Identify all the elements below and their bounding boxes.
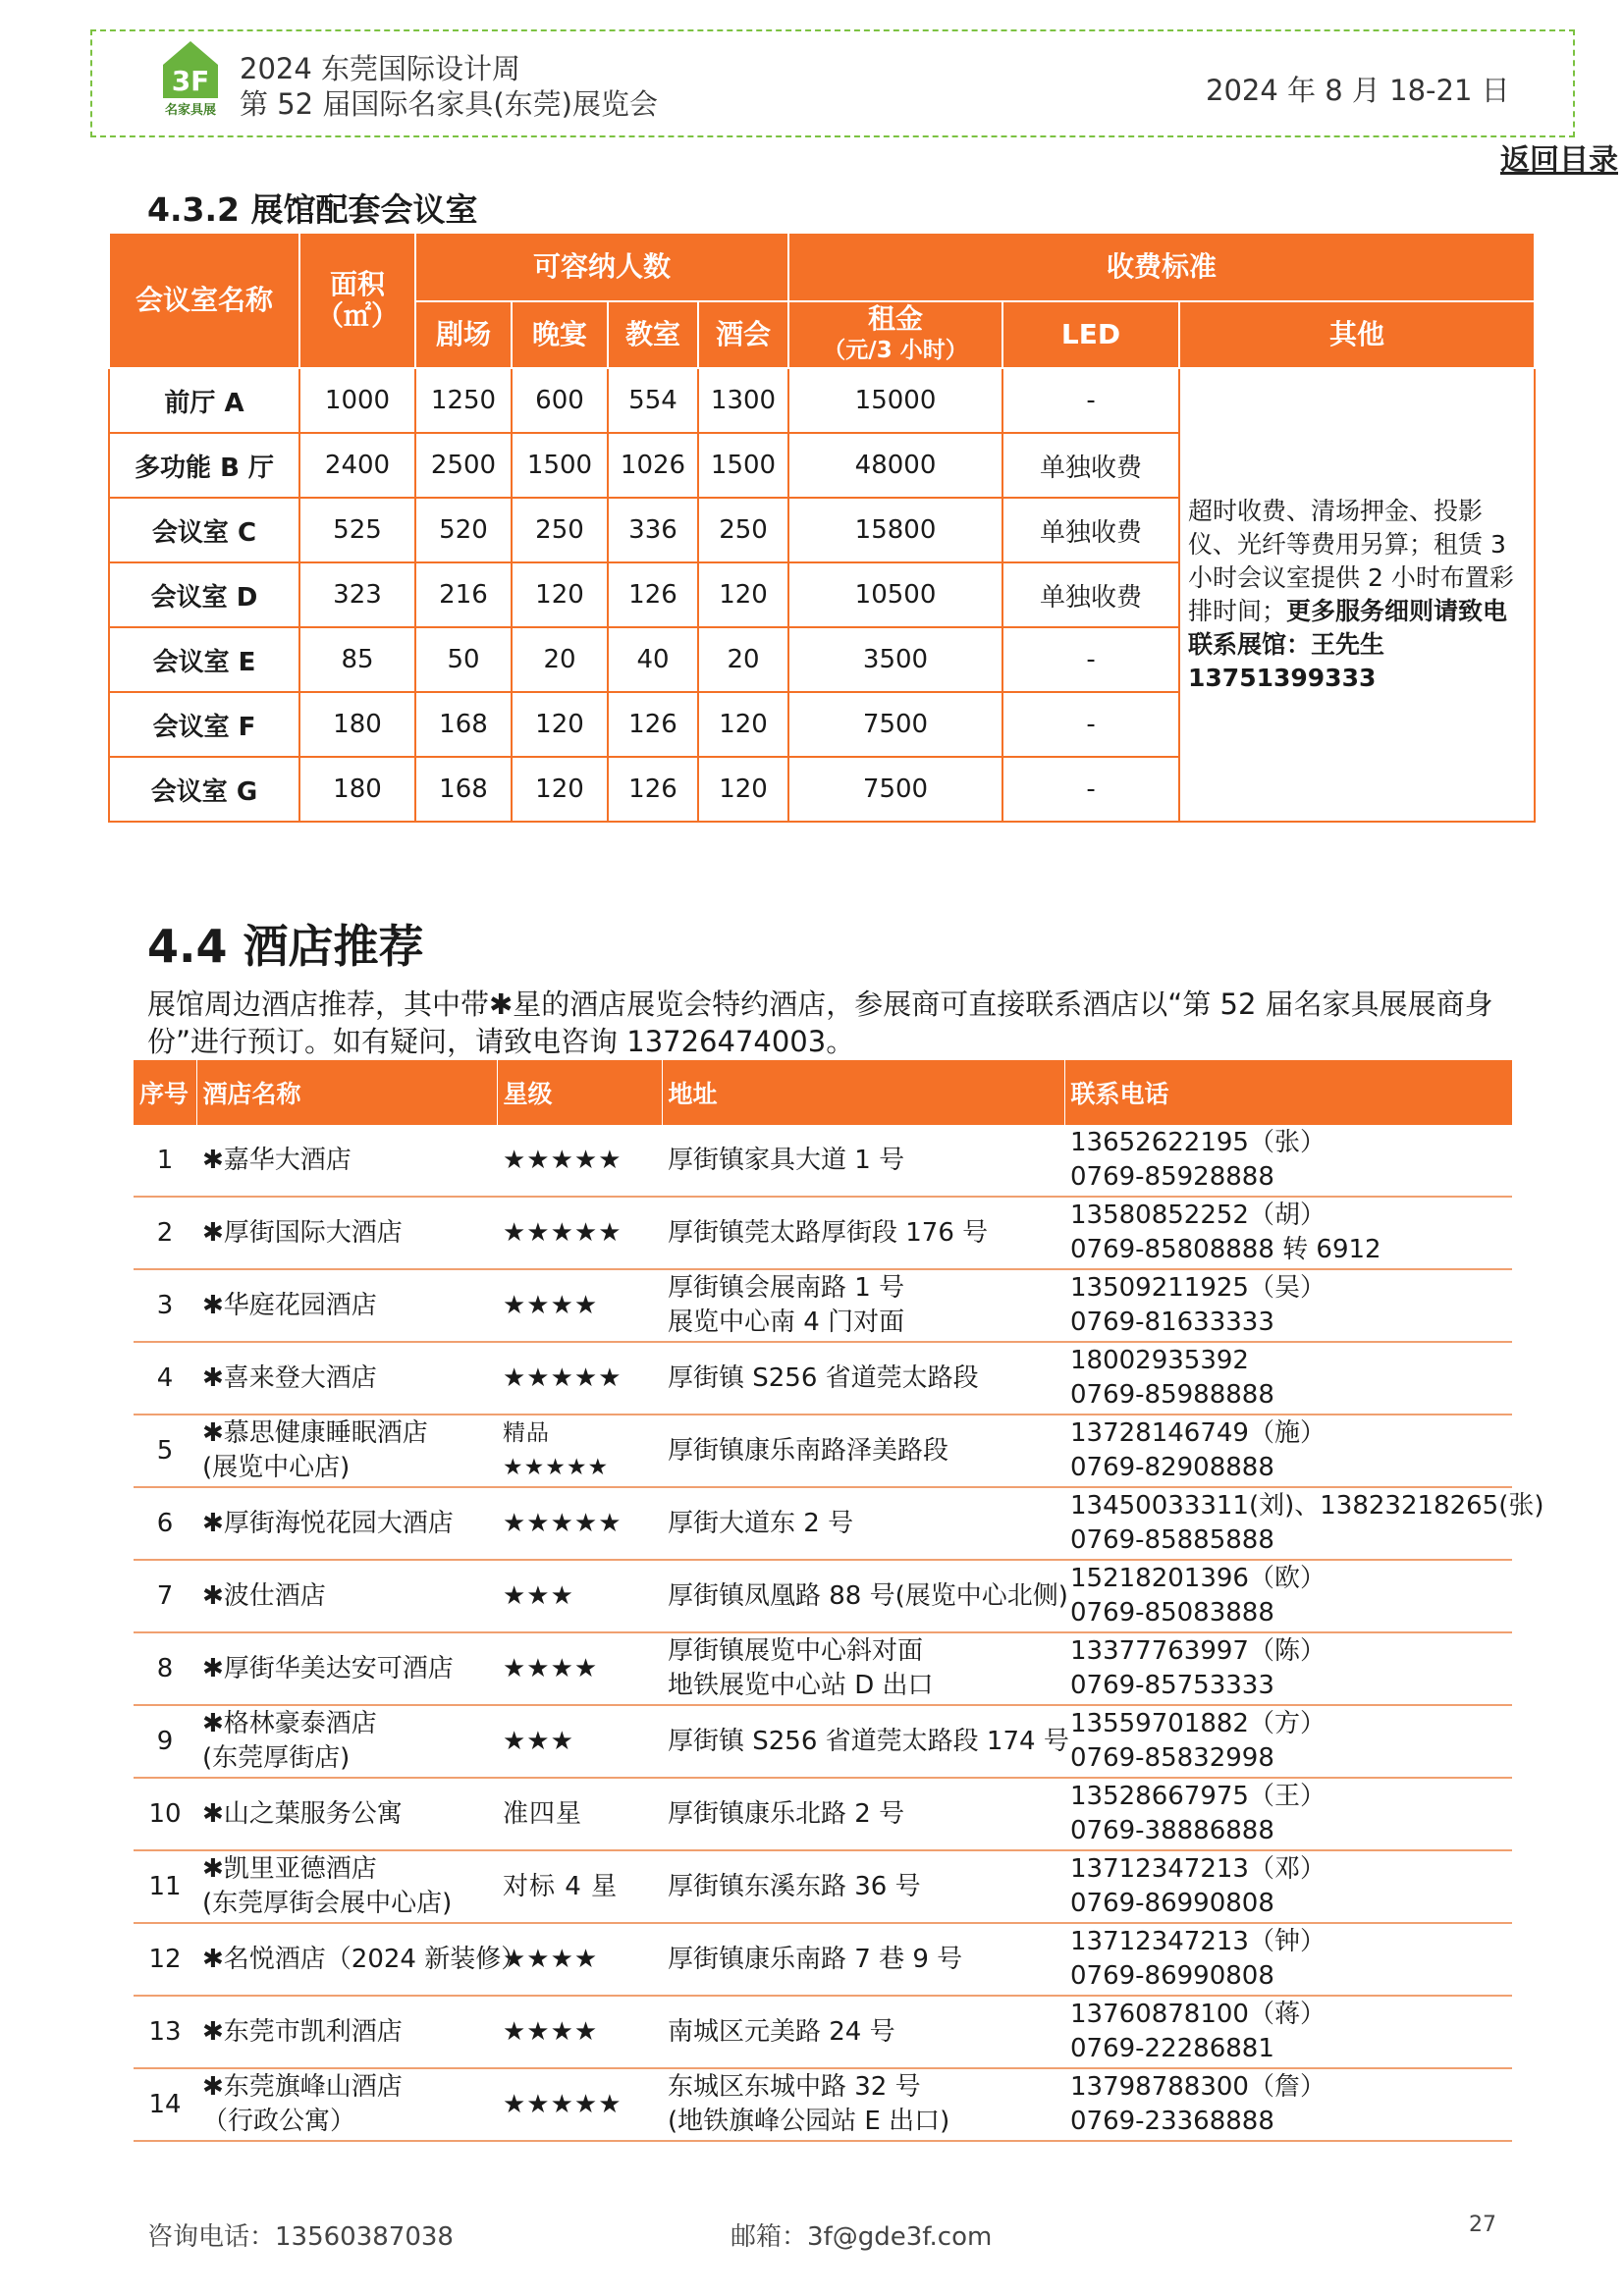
hotel-row xyxy=(134,1487,1512,1560)
meeting-cell-led: - xyxy=(1002,368,1179,433)
hotel-row xyxy=(134,1125,1512,1197)
hotel-rating: ★★★★★ xyxy=(497,2068,662,2141)
meeting-cell-led: - xyxy=(1002,757,1179,822)
meeting-cell-led: 单独收费 xyxy=(1002,498,1179,562)
hotel-no: 4 xyxy=(134,1342,196,1415)
hotel-name xyxy=(196,1996,497,2068)
hotel-address-line1: 厚街镇会展南路 1 号 xyxy=(668,1273,905,1303)
meeting-cell-area: 180 xyxy=(299,757,415,822)
meeting-cell-led: - xyxy=(1002,692,1179,757)
hotel-phone-landline: 0769-86990808 xyxy=(1070,1889,1274,1918)
hotel-address-line1: 厚街大道东 2 号 xyxy=(668,1508,854,1538)
hotel-phone xyxy=(1064,1850,1512,1923)
hotel-address xyxy=(662,1996,1064,2068)
hotel-address xyxy=(662,1415,1064,1487)
hotel-address-line1: 东城区东城中路 32 号 xyxy=(668,2072,921,2102)
hotel-phone-landline: 0769-86990808 xyxy=(1070,1961,1274,1991)
meeting-cell-classroom: 336 xyxy=(608,498,698,562)
header-address: 地址 xyxy=(662,1060,1064,1125)
meeting-cell-rent: 10500 xyxy=(788,562,1002,627)
header-exhibition-title: 第 52 届国际名家具(东莞)展览会 xyxy=(240,87,658,121)
hotel-phone-landline: 0769-22286881 xyxy=(1070,2034,1274,2063)
header-other: 其他 xyxy=(1179,301,1535,368)
logo xyxy=(157,37,224,120)
hotel-no: 2 xyxy=(134,1197,196,1269)
hotel-address xyxy=(662,1125,1064,1197)
hotel-name-main: ✱厚街国际大酒店 xyxy=(202,1217,403,1248)
other-note-setup: 租赁 3 小时会议室提供 2 小时布置彩排时间； xyxy=(1188,530,1514,625)
hotel-no: 6 xyxy=(134,1487,196,1560)
meeting-cell-banquet: 120 xyxy=(512,562,608,627)
hotel-name xyxy=(196,2068,497,2141)
meeting-room-table xyxy=(108,232,1536,823)
meeting-cell-classroom: 554 xyxy=(608,368,698,433)
header-fees: 收费标准 xyxy=(788,233,1535,301)
hotel-phone xyxy=(1064,1342,1512,1415)
meeting-cell-name: 会议室 F xyxy=(109,692,299,757)
hotel-phone xyxy=(1064,1560,1512,1632)
meeting-cell-banquet: 120 xyxy=(512,757,608,822)
hotel-phone-mobile: 13450033311(刘)、13823218265(张) xyxy=(1070,1491,1544,1521)
header-classroom: 教室 xyxy=(608,301,698,368)
hotel-name-main: ✱凯里亚德酒店 xyxy=(202,1854,377,1884)
header-area-unit: （㎡） xyxy=(315,299,399,332)
hotel-row xyxy=(134,1778,1512,1850)
hotel-phone xyxy=(1064,1197,1512,1269)
meeting-cell-area: 525 xyxy=(299,498,415,562)
meeting-cell-classroom: 126 xyxy=(608,692,698,757)
hotel-address xyxy=(662,1632,1064,1705)
hotel-name-main: ✱名悦酒店（2024 新装修） xyxy=(202,1944,527,1974)
hotel-rating: ★★★★ xyxy=(497,1923,662,1996)
hotel-no: 1 xyxy=(134,1125,196,1197)
hotel-phone-landline: 0769-85083888 xyxy=(1070,1598,1274,1628)
hotel-phone-landline: 0769-85753333 xyxy=(1070,1671,1274,1700)
header-cocktail: 酒会 xyxy=(698,301,788,368)
meeting-room-row xyxy=(109,368,1535,433)
hotel-address xyxy=(662,1342,1064,1415)
header-area xyxy=(299,233,415,368)
hotel-rating: 精品★★★★★ xyxy=(497,1415,662,1487)
hotel-address xyxy=(662,1850,1064,1923)
hotel-no: 3 xyxy=(134,1269,196,1342)
meeting-cell-rent: 15800 xyxy=(788,498,1002,562)
hotel-name-main: ✱东莞市凯利酒店 xyxy=(202,2016,403,2047)
header-no: 序号 xyxy=(134,1060,196,1125)
hotel-name-branch: (东莞厚街会展中心店) xyxy=(202,1889,453,1918)
meeting-cell-cocktail: 1500 xyxy=(698,433,788,498)
hotel-rating: ★★★★ xyxy=(497,1996,662,2068)
hotel-phone xyxy=(1064,1705,1512,1778)
meeting-cell-cocktail: 1300 xyxy=(698,368,788,433)
header-room-name: 会议室名称 xyxy=(109,233,299,368)
hotel-address-line1: 厚街镇 S256 省道莞太路段 xyxy=(668,1362,979,1393)
hotel-address-line1: 厚街镇家具大道 1 号 xyxy=(668,1145,905,1175)
hotel-rating: ★★★★★ xyxy=(497,1197,662,1269)
hotel-phone xyxy=(1064,1923,1512,1996)
hotel-name-main: ✱山之葉服务公寓 xyxy=(202,1798,403,1829)
hotel-phone-mobile: 13712347213（邓） xyxy=(1070,1854,1326,1884)
page-number: 27 xyxy=(1469,2213,1496,2237)
meeting-cell-cocktail: 250 xyxy=(698,498,788,562)
hotel-rating: ★★★★ xyxy=(497,1632,662,1705)
hotel-phone xyxy=(1064,1632,1512,1705)
hotel-address-line1: 厚街镇康乐北路 2 号 xyxy=(668,1798,905,1829)
meeting-cell-theater: 520 xyxy=(415,498,512,562)
hotel-name xyxy=(196,1269,497,1342)
hotel-phone-mobile: 13760878100（蒋） xyxy=(1070,2000,1326,2029)
meeting-cell-theater: 216 xyxy=(415,562,512,627)
hotel-name xyxy=(196,1125,497,1197)
hotel-phone-mobile: 18002935392 xyxy=(1070,1346,1249,1375)
hotel-phone-mobile: 13580852252（胡） xyxy=(1070,1201,1326,1230)
hotel-name xyxy=(196,1197,497,1269)
header-rent-label: 租金 xyxy=(868,302,924,335)
hotel-name-main: ✱厚街海悦花园大酒店 xyxy=(202,1508,454,1538)
meeting-cell-area: 2400 xyxy=(299,433,415,498)
hotel-phone xyxy=(1064,2068,1512,2141)
hotel-name-main: ✱嘉华大酒店 xyxy=(202,1145,352,1175)
hotel-phone xyxy=(1064,1125,1512,1197)
meeting-cell-banquet: 600 xyxy=(512,368,608,433)
meeting-cell-name: 会议室 C xyxy=(109,498,299,562)
hotel-phone xyxy=(1064,1487,1544,1560)
meeting-cell-area: 85 xyxy=(299,627,415,692)
footer-email: 邮箱：3f@gde3f.com xyxy=(731,2222,993,2252)
footer-phone: 咨询电话：13560387038 xyxy=(147,2222,454,2252)
hotel-address xyxy=(662,1778,1064,1850)
hotel-address-line1: 厚街镇东溪东路 36 号 xyxy=(668,1871,921,1901)
hotel-phone xyxy=(1064,1996,1512,2068)
meeting-cell-name: 会议室 E xyxy=(109,627,299,692)
meeting-cell-led: 单独收费 xyxy=(1002,433,1179,498)
meeting-cell-theater: 168 xyxy=(415,757,512,822)
hotel-name xyxy=(196,1778,497,1850)
meeting-cell-classroom: 126 xyxy=(608,757,698,822)
header-rating: 星级 xyxy=(497,1060,662,1125)
hotel-phone xyxy=(1064,1269,1512,1342)
meeting-cell-name: 前厅 A xyxy=(109,368,299,433)
hotel-phone-landline: 0769-85832998 xyxy=(1070,1743,1274,1773)
meeting-cell-theater: 50 xyxy=(415,627,512,692)
other-note-contact: 更多服务细则请致电联系展馆：王先生 13751399333 xyxy=(1188,597,1508,692)
hotel-name xyxy=(196,1487,497,1560)
hotel-table xyxy=(134,1060,1544,2142)
hotel-phone-mobile: 13559701882（方） xyxy=(1070,1709,1326,1738)
meeting-cell-cocktail: 120 xyxy=(698,692,788,757)
meeting-cell-theater: 2500 xyxy=(415,433,512,498)
hotel-address xyxy=(662,1269,1064,1342)
hotel-no: 12 xyxy=(134,1923,196,1996)
hotel-name-main: ✱格林豪泰酒店 xyxy=(202,1709,377,1738)
hotel-rating: ★★★★ xyxy=(497,1269,662,1342)
hotel-row xyxy=(134,1705,1512,1778)
header-date: 2024 年 8 月 18-21 日 xyxy=(1206,74,1510,107)
meeting-cell-cocktail: 120 xyxy=(698,562,788,627)
hotel-name-main: ✱厚街华美达安可酒店 xyxy=(202,1653,454,1683)
hotel-name-branch: （行政公寓） xyxy=(202,2107,356,2136)
hotel-address-line1: 厚街镇展览中心斜对面 xyxy=(668,1636,924,1666)
hotel-rating: ★★★ xyxy=(497,1560,662,1632)
hotel-address-line1: 南城区元美路 24 号 xyxy=(668,2016,895,2047)
hotel-no: 10 xyxy=(134,1778,196,1850)
hotel-no: 11 xyxy=(134,1850,196,1923)
hotel-phone xyxy=(1064,1415,1512,1487)
hotel-row xyxy=(134,1269,1512,1342)
hotel-no: 14 xyxy=(134,2068,196,2141)
hotel-phone-landline: 0769-85885888 xyxy=(1070,1525,1274,1555)
hotel-address-line1: 厚街镇康乐南路泽美路段 xyxy=(668,1435,949,1466)
hotel-name-main: ✱喜来登大酒店 xyxy=(202,1362,377,1393)
meeting-cell-led: - xyxy=(1002,627,1179,692)
meeting-cell-banquet: 120 xyxy=(512,692,608,757)
meeting-cell-theater: 1250 xyxy=(415,368,512,433)
hotel-phone-landline: 0769-81633333 xyxy=(1070,1308,1274,1337)
meeting-cell-area: 1000 xyxy=(299,368,415,433)
hotel-row xyxy=(134,1342,1512,1415)
hotel-phone xyxy=(1064,1778,1512,1850)
hotel-name-main: ✱东莞旗峰山酒店 xyxy=(202,2072,403,2102)
hotel-phone-mobile: 13728146749（施） xyxy=(1070,1418,1326,1448)
hotel-phone-mobile: 15218201396（欧） xyxy=(1070,1564,1326,1593)
hotel-phone-mobile: 13652622195（张） xyxy=(1070,1128,1326,1157)
hotel-rating: ★★★★★ xyxy=(497,1125,662,1197)
meeting-cell-banquet: 20 xyxy=(512,627,608,692)
back-to-contents-link[interactable]: 返回目录 xyxy=(1500,143,1618,178)
meeting-cell-name: 会议室 D xyxy=(109,562,299,627)
header-phone: 联系电话 xyxy=(1064,1060,1512,1125)
hotel-name xyxy=(196,1342,497,1415)
hotel-phone-landline: 0769-85808888 转 6912 xyxy=(1070,1235,1381,1264)
meeting-cell-cocktail: 20 xyxy=(698,627,788,692)
hotel-phone-landline: 0769-82908888 xyxy=(1070,1453,1274,1482)
meeting-cell-area: 180 xyxy=(299,692,415,757)
hotel-name-main: ✱波仕酒店 xyxy=(202,1580,326,1611)
hotel-address-line1: 厚街镇康乐南路 7 巷 9 号 xyxy=(668,1944,963,1974)
hotel-address xyxy=(662,1487,1064,1560)
hotel-row xyxy=(134,1632,1512,1705)
hotel-address xyxy=(662,1560,1068,1632)
hotel-row xyxy=(134,1560,1512,1632)
hotel-address xyxy=(662,2068,1064,2141)
hotel-address xyxy=(662,1197,1064,1269)
hotel-phone-landline: 0769-85988888 xyxy=(1070,1380,1274,1410)
other-note-fees: 超时收费、清场押金、投影仪、光纤等费用另算； xyxy=(1188,497,1484,559)
meeting-cell-rent: 48000 xyxy=(788,433,1002,498)
header-rent xyxy=(788,301,1002,368)
hotel-address-line2: (地铁旗峰公园站 E 出口) xyxy=(668,2107,950,2136)
hotel-row xyxy=(134,1197,1512,1269)
meeting-cell-banquet: 250 xyxy=(512,498,608,562)
logo-text: 3F xyxy=(171,65,210,97)
hotel-name xyxy=(196,1705,497,1778)
hotel-rating: ★★★★★ xyxy=(497,1487,662,1560)
meeting-cell-classroom: 1026 xyxy=(608,433,698,498)
hotel-name xyxy=(196,1632,497,1705)
hotel-phone-mobile: 13509211925（吴） xyxy=(1070,1273,1326,1303)
hotel-name-main: ✱慕思健康睡眠酒店 xyxy=(202,1418,428,1448)
header-hotel-name: 酒店名称 xyxy=(196,1060,497,1125)
logo-subtext: 名家具展 xyxy=(164,103,217,118)
meeting-cell-cocktail: 120 xyxy=(698,757,788,822)
meeting-cell-rent: 15000 xyxy=(788,368,1002,433)
hotel-rating: ★★★★★ xyxy=(497,1342,662,1415)
hotel-name-branch: (东莞厚街店) xyxy=(202,1743,351,1773)
hotel-address-line1: 厚街镇 S256 省道莞太路段 174 号 xyxy=(668,1726,1069,1756)
hotel-address-line1: 厚街镇凤凰路 88 号(展览中心北侧) xyxy=(668,1580,1068,1611)
hotel-address-line2: 展览中心南 4 门对面 xyxy=(668,1308,905,1337)
meeting-other-notes xyxy=(1179,368,1535,822)
hotel-phone-landline: 0769-85928888 xyxy=(1070,1162,1274,1192)
hotel-name xyxy=(196,1923,527,1996)
header-theater: 剧场 xyxy=(415,301,512,368)
hotel-address xyxy=(662,1923,1064,1996)
meeting-cell-led: 单独收费 xyxy=(1002,562,1179,627)
meeting-cell-name: 会议室 G xyxy=(109,757,299,822)
meeting-cell-name: 多功能 B 厅 xyxy=(109,433,299,498)
hotel-phone-mobile: 13798788300（詹） xyxy=(1070,2072,1326,2102)
meeting-cell-banquet: 1500 xyxy=(512,433,608,498)
hotel-no: 7 xyxy=(134,1560,196,1632)
hotel-no: 13 xyxy=(134,1996,196,2068)
hotel-address-line1: 厚街镇莞太路厚街段 176 号 xyxy=(668,1217,989,1248)
hotel-name xyxy=(196,1415,497,1487)
meeting-cell-rent: 3500 xyxy=(788,627,1002,692)
hotel-no: 9 xyxy=(134,1705,196,1778)
header-area-label: 面积 xyxy=(329,268,385,300)
hotel-rating: 准四星 xyxy=(497,1778,662,1850)
section-title-meeting-rooms: 4.3.2 展馆配套会议室 xyxy=(147,190,478,229)
meeting-cell-area: 323 xyxy=(299,562,415,627)
hotel-row xyxy=(134,1923,1512,1996)
meeting-cell-classroom: 40 xyxy=(608,627,698,692)
header-event-title: 2024 东莞国际设计周 xyxy=(240,52,521,85)
hotel-no: 5 xyxy=(134,1415,196,1487)
hotel-no: 8 xyxy=(134,1632,196,1705)
hotel-address xyxy=(662,1705,1069,1778)
hotel-phone-mobile: 13377763997（陈） xyxy=(1070,1636,1326,1666)
hotel-row xyxy=(134,2068,1512,2141)
header-led: LED xyxy=(1002,301,1179,368)
hotel-phone-landline: 0769-38886888 xyxy=(1070,1816,1274,1845)
hotel-row xyxy=(134,1850,1512,1923)
hotel-rating: 对标 4 星 xyxy=(497,1850,662,1923)
header-banquet: 晚宴 xyxy=(512,301,608,368)
hotel-phone-mobile: 13528667975（王） xyxy=(1070,1782,1326,1811)
hotel-address-line2: 地铁展览中心站 D 出口 xyxy=(668,1671,934,1700)
hotel-rating: ★★★ xyxy=(497,1705,662,1778)
section-title-hotels: 4.4 酒店推荐 xyxy=(147,920,424,973)
meeting-cell-classroom: 126 xyxy=(608,562,698,627)
header-rent-unit: （元/3 小时） xyxy=(823,338,968,363)
meeting-cell-rent: 7500 xyxy=(788,757,1002,822)
header-capacity: 可容纳人数 xyxy=(415,233,788,301)
meeting-cell-rent: 7500 xyxy=(788,692,1002,757)
meeting-cell-theater: 168 xyxy=(415,692,512,757)
hotel-row xyxy=(134,1415,1512,1487)
hotel-name-main: ✱华庭花园酒店 xyxy=(202,1290,377,1320)
hotel-row xyxy=(134,1996,1512,2068)
hotel-phone-landline: 0769-23368888 xyxy=(1070,2107,1274,2136)
hotel-phone-mobile: 13712347213（钟） xyxy=(1070,1927,1326,1956)
hotel-name xyxy=(196,1850,497,1923)
hotel-name-branch: (展览中心店) xyxy=(202,1453,351,1482)
hotel-intro-text: 展馆周边酒店推荐，其中带✱星的酒店展览会特约酒店，参展商可直接联系酒店以“第 52 届名家具展展商身份”进行预订。如有疑问，请致电咨询 13726474003。 xyxy=(147,988,1493,1058)
hotel-name xyxy=(196,1560,497,1632)
